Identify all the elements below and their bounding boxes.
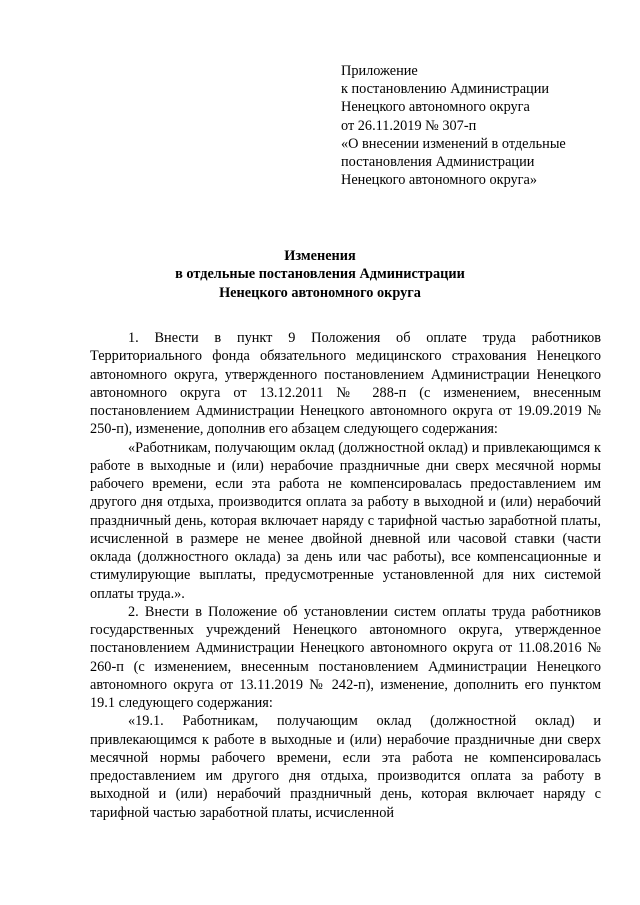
paragraph-item-2: 2. Внести в Положение об установлении систем оплаты труда работников государственных учреждений Ненецкого автономного округа, утвержденное постановлением Администрации Ненецкого автономного округа от 11.08.2016 № 260-п (с изменением, внесенным постановлением Администрации Ненецкого автономного округа от 13.11.2019 № 242-п), изменение, дополнить его пунктом 19.1 следующего содержания:	[90, 603, 601, 711]
quoted-paragraph-2: «19.1. Работникам, получающим оклад (должностной оклад) и привлекающимся к работе в выходные и (или) нерабочие праздничные дни сверх месячной нормы рабочего времени, если эта работа не компенсировалась предоставлением им другого дня отдыха, производится оплата за работу в выходной и (или) нерабочий праздничный день, которая включает наряду с тарифной частью заработной платы, исчисленной	[90, 713, 601, 821]
paragraph-item-1: 1. Внести в пункт 9 Положения об оплате труда работников Территориального фонда обязательного медицинского страхования Ненецкого автономного округа, утвержденного постановлением Администрации Ненецкого автономного округа от 13.12.2011 № 288-п (с изменением, внесенным постановлением Администрации Ненецкого автономного округа от 19.09.2019 № 250-п), изменение, дополнив его абзацем следующего содержания:	[90, 330, 601, 438]
document-title	[0, 247, 640, 302]
appendix-line: Ненецкого автономного округа	[341, 99, 530, 116]
appendix-line: постановления Администрации	[341, 154, 535, 171]
appendix-line: Ненецкого автономного округа»	[341, 172, 538, 189]
document-body	[90, 329, 601, 822]
appendix-line: Приложение	[341, 63, 418, 79]
title-line: Ненецкого автономного округа	[219, 284, 421, 301]
appendix-line: к постановлению Администрации	[341, 81, 550, 98]
quoted-paragraph-1: «Работникам, получающим оклад (должностной оклад) и привлекающимся к работе в выходные и (или) нерабочие праздничные дни сверх месячной нормы рабочего времени, если эта работа не компенсировалась предоставлением им другого дня отдыха, производится оплата за работу в выходной и (или) нерабочий праздничный день, которая включает наряду с тарифной частью заработной платы, исчисленной в размере не менее двойной дневной или часовой ставки (части оклада (должностного оклада) за день или час работы), все компенсационные и стимулирующие выплаты, предусмотренные установленной для них системой оплаты труда.».	[90, 439, 601, 602]
appendix-line: «О внесении изменений в отдельные	[341, 135, 566, 152]
title-line: Изменения	[284, 248, 356, 264]
title-line: в отдельные постановления Администрации	[175, 266, 465, 283]
appendix-block	[341, 62, 631, 189]
appendix-line: от 26.11.2019 № 307-п	[341, 117, 477, 134]
